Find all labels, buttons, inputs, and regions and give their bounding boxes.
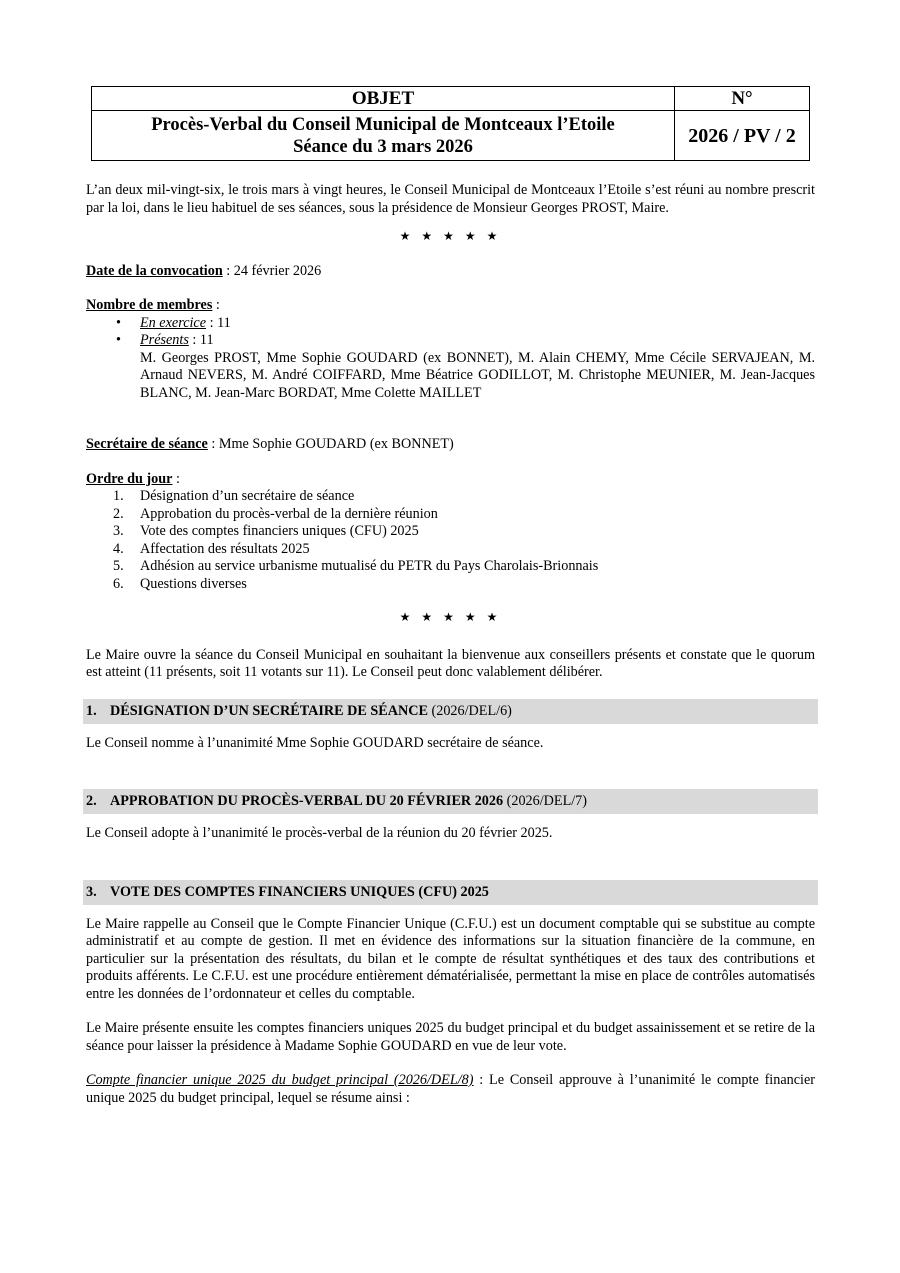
bullet-icon: •: [116, 332, 121, 348]
secretaire-label: Secrétaire de séance: [86, 436, 208, 452]
document-title: [92, 111, 675, 161]
cfu-budget-principal-label: Compte financier unique 2025 du budget principal (2026/DEL/8): [86, 1072, 474, 1088]
title-line-1: Procès-Verbal du Conseil Municipal de Montceaux l’Etoile: [151, 114, 615, 135]
presents-label: Présents: [140, 332, 189, 348]
agenda-list: [86, 488, 815, 593]
convocation-value: : 24 février 2026: [222, 262, 322, 279]
section-2-body: Le Conseil adopte à l’unanimité le procès-verbal de la réunion du 20 février 2025.: [86, 825, 553, 841]
members-names: M. Georges PROST, Mme Sophie GOUDARD (ex BONNET), M. Alain CHEMY, Mme Cécile SERVAJEAN, M. Arnaud NEVERS, M. André COIFFARD, Mme Béatrice GODILLOT, M. Christophe MEUNIER, M. Jean-Jacques BLANC, M. Jean-Marc BORDAT, Mme Colette MAILLET: [140, 349, 815, 401]
secretaire-line: [86, 436, 815, 454]
convocation-label: Date de la convocation: [86, 262, 223, 279]
cfu-paragraph-1: Le Maire rappelle au Conseil que le Compte Financier Unique (C.F.U.) est un document comptable qui se substitue au compte administratif et au compte de gestion. Il met en évidence des informations sur la situation financière de la commune, en particulier sur la présentation des résultats, du bilan et le compte de résultat synthétiques et des taux des contributions et produits afférents. Le C.F.U. est une procédure entièrement dématérialisée, permettant la mise en place de contrôles automatisés entre les données de l’ordonnateur et celles du comptable.: [86, 915, 815, 1002]
secretaire-value: : Mme Sophie GOUDARD (ex BONNET): [207, 436, 454, 452]
ouverture-paragraph: Le Maire ouvre la séance du Conseil Municipal en souhaitant la bienvenue aux conseillers présents et constate que le quorum est atteint (11 présents, soit 11 votants sur 11). Le Conseil peut donc valablement délibérer.: [86, 646, 815, 680]
exercice-label: En exercice: [140, 314, 207, 331]
list-item: 5. Adhésion au service urbanisme mutualisé du PETR du Pays Charolais-Brionnais: [113, 558, 599, 574]
list-item: 2. Approbation du procès-verbal de la dernière réunion: [113, 505, 438, 522]
cfu-paragraph-3: Compte financier unique 2025 du budget principal (2026/DEL/8) : Le Conseil approuve à l’unanimité le compte financier unique 2025 du budget principal, lequel se résume ainsi :: [86, 1072, 815, 1106]
membres-label: Nombre de membres: [86, 297, 213, 313]
document-body: [86, 182, 815, 1107]
title-line-2: Séance du 3 mars 2026: [293, 136, 473, 157]
list-item: 6. Questions diverses: [113, 575, 247, 592]
section-heading-1: 1. DÉSIGNATION D’UN SECRÉTAIRE DE SÉANCE (2026/DEL/6): [83, 699, 818, 724]
star-separator: ★ ★ ★ ★ ★: [399, 610, 502, 624]
objet-label: OBJET: [92, 87, 675, 111]
list-item: [116, 314, 815, 333]
membres-heading: Nombre de membres :: [86, 297, 220, 313]
cfu-paragraph-2: Le Maire présente ensuite les comptes financiers uniques 2025 du budget principal et du budget assainissement et se retire de la séance pour laisser la présidence à Madame Sophie GOUDARD en vue de leur vote.: [86, 1020, 815, 1054]
ordre-heading: Ordre du jour :: [86, 470, 180, 487]
list-item: 1. Désignation d’un secrétaire de séance: [113, 488, 355, 504]
list-item: [116, 332, 815, 402]
section-1-body: Le Conseil nomme à l’unanimité Mme Sophie GOUDARD secrétaire de séance.: [86, 734, 544, 751]
ordre-label: Ordre du jour: [86, 470, 173, 487]
star-separator: ★ ★ ★ ★ ★: [399, 229, 502, 243]
exercice-value: : 11: [206, 314, 231, 331]
header-table: [91, 86, 810, 161]
section-heading-3: 3. VOTE DES COMPTES FINANCIERS UNIQUES (CFU) 2025: [83, 880, 818, 905]
intro-paragraph: L’an deux mil-vingt-six, le trois mars à vingt heures, le Conseil Municipal de Montceaux l’Etoile s’est réuni au nombre prescrit par la loi, dans le lieu habituel de ses séances, sous la présidence de Monsieur Georges PROST, Maire.: [86, 182, 815, 216]
document-number: 2026 / PV / 2: [675, 111, 810, 161]
convocation-line: [86, 263, 815, 281]
list-item: 4. Affectation des résultats 2025: [113, 540, 310, 557]
num-label: N°: [675, 87, 810, 111]
section-heading-2: 2. APPROBATION DU PROCÈS-VERBAL DU 20 FÉVRIER 2026 (2026/DEL/7): [83, 789, 818, 814]
presents-value: : 11: [188, 332, 214, 348]
bullet-icon: •: [116, 314, 121, 331]
list-item: 3. Vote des comptes financiers uniques (CFU) 2025: [113, 523, 419, 539]
members-list: [86, 315, 815, 403]
